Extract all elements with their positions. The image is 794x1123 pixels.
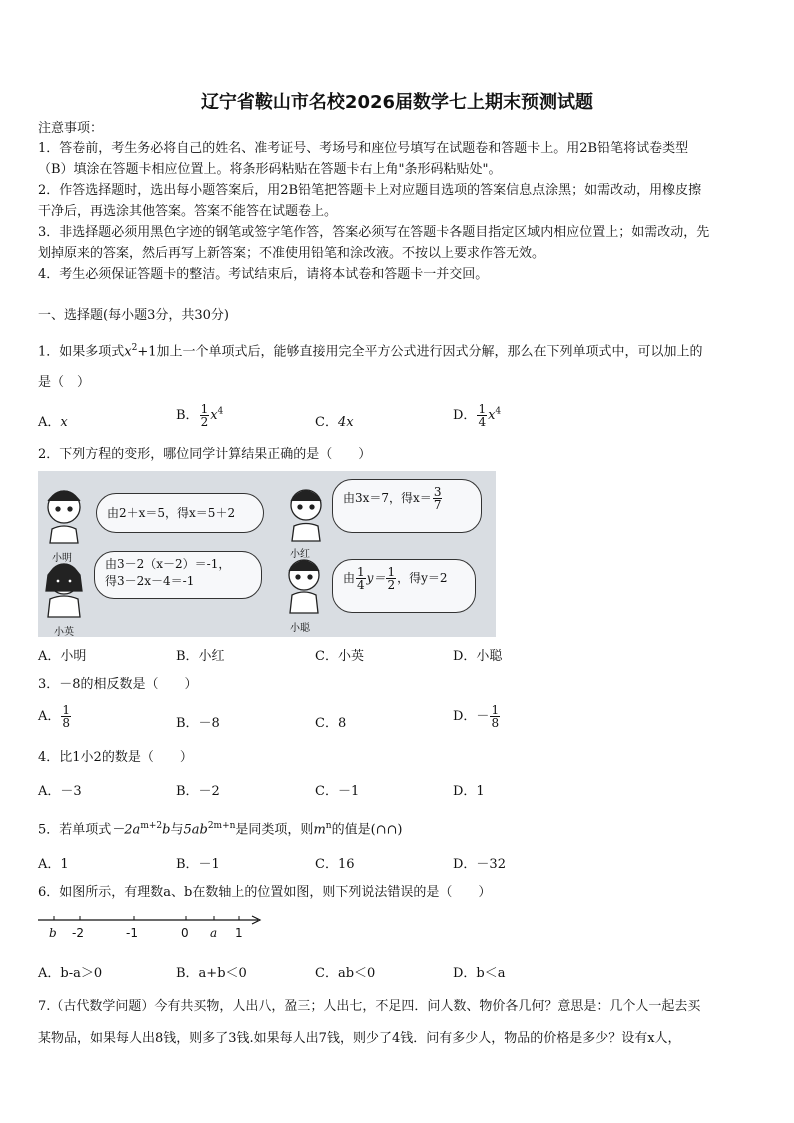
tick-a: a xyxy=(210,926,218,940)
kid-label-xiaohong: 小红 xyxy=(290,549,310,560)
notice-line-1: 1．答卷前，考生务必将自己的姓名、准考证号、考场号和座位号填写在试题卷和答题卡上。用2B铅笔将试卷类型 xyxy=(38,141,689,156)
notice-line-7: 4．考生必须保证答题卡的整洁。考试结束后，请将本试卷和答题卡一并交回。 xyxy=(38,267,489,282)
bubble-xiaocong: 由 $\frac{1}{4}$ y＝ $\frac{1}{2}$ ，得y＝2 xyxy=(332,559,476,613)
question-7-cont: 某物品，如果每人出8钱，则多了3钱.如果每人出7钱，则少了4钱．问有多少人，物品的价格是多少？设有x人， xyxy=(38,1031,681,1046)
bubble-xiaoying: 由3－2（x－2）＝-1， 得3－2x－4＝-1 xyxy=(94,551,262,599)
notice-line-5: 3．非选择题必须用黑色字迹的钢笔或签字笔作答，答案必须写在答题卡各题目指定区域内相应位置上；如需改动，先 xyxy=(38,225,710,240)
q2-option-b: B．小红 xyxy=(176,649,225,664)
question-7: 7.（古代数学问题）今有共买物，人出八，盈三；人出七，不足四．问人数、物价各几何？意思是：几个人一起去买 xyxy=(38,999,701,1014)
q2-option-d: D．小聪 xyxy=(453,649,503,664)
tick-0: 0 xyxy=(181,926,189,940)
bubble-xiaohong: 由3x＝7，得x＝ $\frac{3}{7}$ xyxy=(332,479,482,533)
q3-option-c: C．8 xyxy=(315,716,347,731)
q2-option-c: C．小英 xyxy=(315,649,364,664)
q1-option-d: D． $\frac{1}{4}$ $x^4$ xyxy=(453,402,502,429)
question-5: 5．若单项式$-2a^{m+2}b$与$5ab^{2m+n}$是同类项，则$m^n$的值是(∩∩) xyxy=(38,821,403,838)
q4-option-b: B．－2 xyxy=(176,784,220,799)
q6-option-b: B．a+b＜0 xyxy=(176,966,247,981)
kid-label-xiaoying: 小英 xyxy=(54,627,74,638)
q1-option-c: C．4x xyxy=(315,415,354,430)
q3-option-b: B．－8 xyxy=(176,716,220,731)
question-1-cont: 是（ ） xyxy=(38,375,91,390)
q4-option-a: A．－3 xyxy=(38,784,82,799)
q5-option-a: A．1 xyxy=(38,857,69,872)
question-4: 4．比1小2的数是（ ） xyxy=(38,750,193,765)
notice-line-3: 2．作答选择题时，选出每小题答案后，用2B铅笔把答题卡上对应题目选项的答案信息点涂黑；如需改动，用橡皮擦 xyxy=(38,183,702,198)
q4-option-d: D．1 xyxy=(453,784,485,799)
notice-heading: 注意事项： xyxy=(38,121,104,136)
page-title: 辽宁省鞍山市名校2026届数学七上期末预测试题 xyxy=(200,92,594,113)
question-2-illustration xyxy=(38,471,496,637)
bubble-xiaoming: 由2＋x＝5，得x＝5＋2 xyxy=(96,493,264,533)
kid-label-xiaocong: 小聪 xyxy=(290,623,310,634)
q2-option-a: A．小明 xyxy=(38,649,87,664)
q6-option-a: A．b-a＞0 xyxy=(38,966,103,981)
q5-option-b: B．－1 xyxy=(176,857,220,872)
tick-minus-1: -1 xyxy=(126,926,138,940)
tick-1: 1 xyxy=(235,926,243,940)
q6-option-d: D．b＜a xyxy=(453,966,506,981)
q3-option-d: D．－ $\frac{1}{8}$ xyxy=(453,703,500,730)
q3-option-a: A． $\frac{1}{8}$ xyxy=(38,703,71,730)
tick-b: b xyxy=(49,926,57,940)
question-3: 3．－8的相反数是（ ） xyxy=(38,677,198,692)
question-1: 1．如果多项式$x^2+1$加上一个单项式后，能够直接用完全平方公式进行因式分解，那么在下列单项式中，可以加上的 xyxy=(38,343,703,360)
question-2: 2．下列方程的变形，哪位同学计算结果正确的是（ ） xyxy=(38,447,372,462)
kid-label-xiaoming: 小明 xyxy=(52,553,72,564)
notice-line-6: 划掉原来的答案，然后再写上新答案；不准使用铅笔和涂改液。不按以上要求作答无效。 xyxy=(38,246,546,261)
q1-option-a: A．x xyxy=(38,415,68,430)
q6-option-c: C．ab＜0 xyxy=(315,966,376,981)
q5-option-c: C．16 xyxy=(315,857,355,872)
notice-line-2: （B）填涂在答题卡相应位置上。将条形码粘贴在答题卡右上角"条形码粘贴处"。 xyxy=(38,162,502,177)
number-line-axis xyxy=(36,906,266,946)
section-heading: 一、选择题(每小题3分，共30分) xyxy=(38,308,229,323)
q1-option-b: B． $\frac{1}{2}$ $x^4$ xyxy=(176,402,224,429)
tick-minus-2: -2 xyxy=(72,926,84,940)
question-6: 6．如图所示，有理数a、b在数轴上的位置如图，则下列说法错误的是（ ） xyxy=(38,885,492,900)
notice-line-4: 干净后，再选涂其他答案。答案不能答在试题卷上。 xyxy=(38,204,338,219)
q5-option-d: D．－32 xyxy=(453,857,506,872)
q4-option-c: C．－1 xyxy=(315,784,360,799)
number-line xyxy=(36,906,266,946)
